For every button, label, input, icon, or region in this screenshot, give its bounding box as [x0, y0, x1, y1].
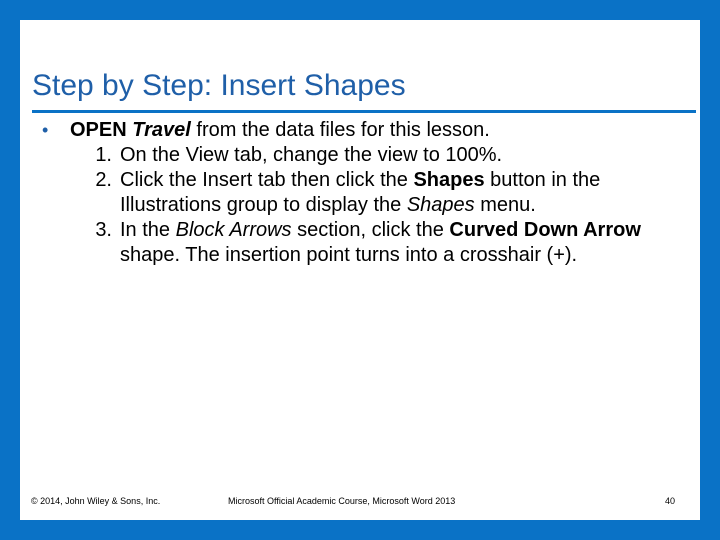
- step-text-bold: Shapes: [413, 169, 485, 191]
- step-text: [120, 143, 694, 168]
- step-text-part: shape. The insertion point turns into a crosshair (+).: [120, 244, 578, 266]
- step-text-part: Click the Insert tab then click the: [120, 169, 414, 191]
- step-text-italic: Block Arrows: [175, 219, 292, 241]
- footer-page-number: 40: [665, 496, 676, 506]
- footer-course-title: Microsoft Official Academic Course, Microsoft Word 2013: [228, 496, 456, 506]
- footer-copyright: © 2014, John Wiley & Sons, Inc.: [31, 496, 161, 506]
- step-text-part: section, click the: [291, 219, 450, 241]
- step-number: 2.: [95, 169, 112, 191]
- step-text: [120, 168, 694, 218]
- bullet-file-name: Travel: [132, 119, 191, 141]
- bullet-rest-text: from the data files for this lesson.: [190, 119, 490, 141]
- step-number: 1.: [95, 144, 112, 166]
- bullet-open-keyword: OPEN: [70, 119, 127, 141]
- step-text-part: On the View tab, change the view to 100%.: [120, 144, 503, 166]
- slide: [20, 20, 700, 520]
- step-text-part: button in the Illustrations group to display the: [120, 169, 601, 216]
- step-text: [120, 218, 694, 268]
- title-divider: [32, 110, 696, 113]
- step-text-bold: Curved Down Arrow: [449, 219, 641, 241]
- step-number: 3.: [95, 219, 112, 241]
- bullet-marker: •: [42, 120, 49, 140]
- step-text-part: In the: [120, 219, 176, 241]
- bullet-item: [42, 118, 490, 143]
- slide-title: Step by Step: Insert Shapes: [32, 69, 406, 102]
- step-text-part: menu.: [474, 194, 536, 216]
- step-text-italic: Shapes: [406, 194, 475, 216]
